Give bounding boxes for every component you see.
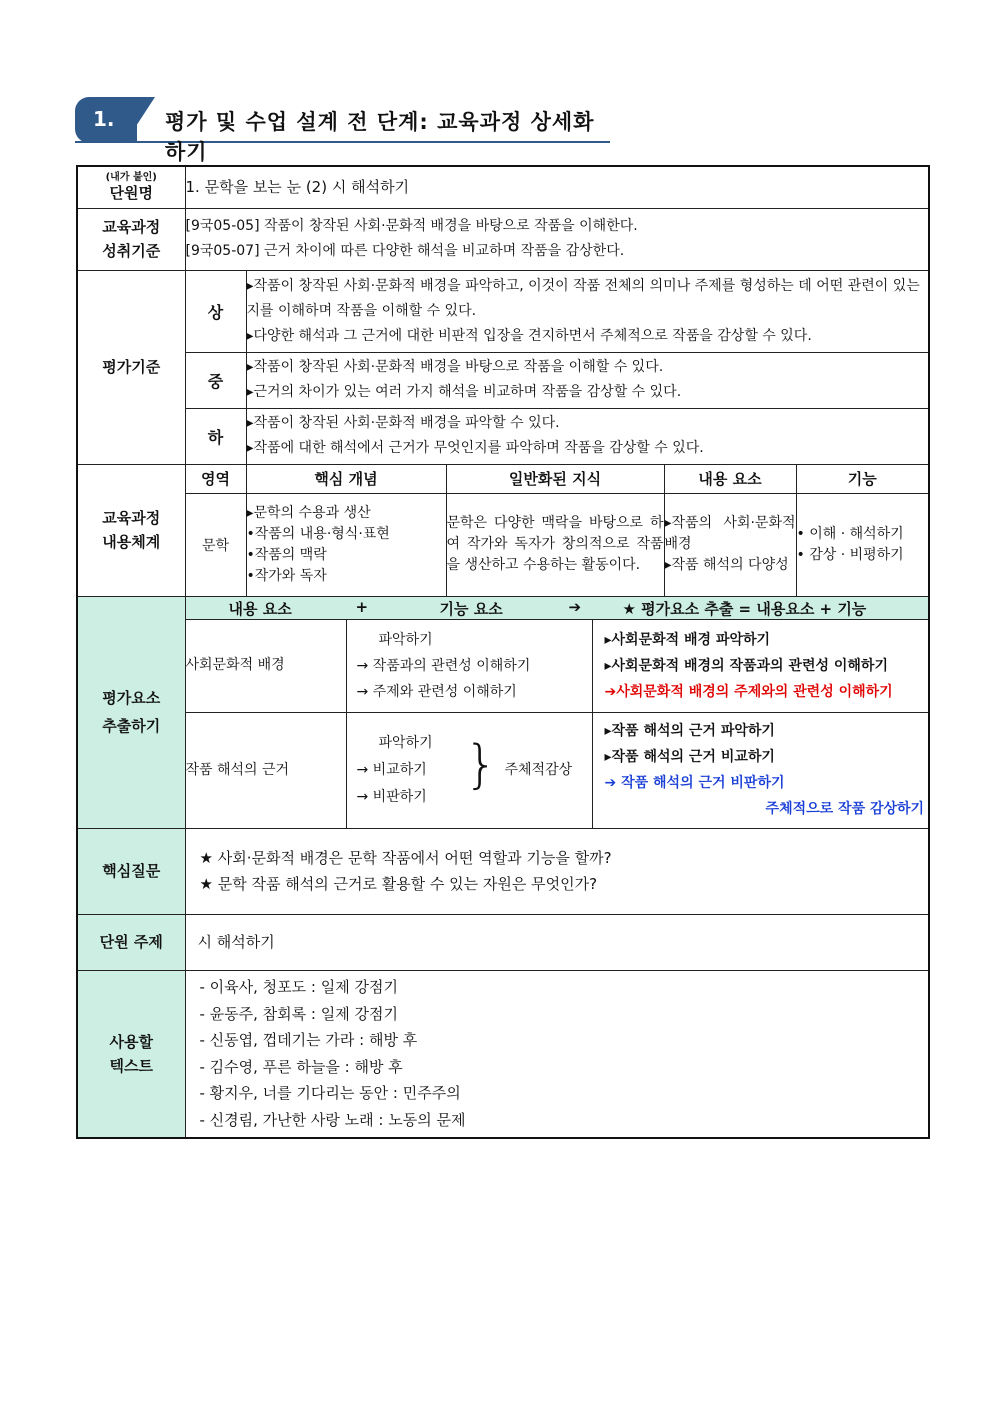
standard-item: [9국05-05] 작품이 창작된 사회·문화적 배경을 바탕으로 작품을 이해한다. (185, 218, 638, 234)
section-badge-slant (125, 97, 155, 143)
system-header-row (77, 464, 929, 493)
extract-results-1 (592, 619, 929, 712)
extract-result: ▸사회문화적 배경 파악하기 (604, 631, 771, 648)
standards-label-2: 성취기준 (102, 242, 161, 260)
extract-content-1: 사회문화적 배경 (185, 619, 346, 712)
standards-list (185, 208, 929, 270)
element-item: ▸작품의 사회·문화적 배경 (664, 515, 796, 552)
text-item: - 이육사, 청포도 : 일제 강점기 (199, 978, 398, 997)
criteria-low-list (246, 408, 929, 464)
criteria-item: ▸작품에 대한 해석에서 근거가 무엇인지를 파악하며 작품을 감상할 수 있다. (246, 440, 704, 456)
extract-result: ▸사회문화적 배경의 작품과의 관련성 이해하기 (604, 657, 888, 674)
criteria-item: ▸작품이 창작된 사회·문화적 배경을 파악하고, 이것이 작품 전체의 의미나 주제를 형성하는 데 어떤 관련이 있는지를 이해하며 작품을 이해할 수 있다. (246, 277, 920, 319)
questions-row (77, 828, 929, 914)
unit-value: 1. 문학을 보는 눈 (2) 시 해석하기 (185, 166, 929, 208)
extract-label-cell (77, 596, 185, 828)
criteria-mid-list (246, 352, 929, 408)
extract-brace: } (464, 735, 498, 795)
theme-value: 시 해석하기 (185, 914, 929, 970)
extract-header-arrow: ➔ (568, 597, 582, 616)
question-item: ★ 문학 작품 해석의 근거로 활용할 수 있는 자원은 무엇인가? (199, 875, 598, 893)
section-header (75, 97, 610, 164)
system-skills (796, 493, 929, 596)
extract-header-content: 내용 요소 (228, 599, 292, 618)
extract-result-blue: ➔ 작품 해석의 근거 비판하기 (604, 775, 785, 791)
system-concepts (246, 493, 446, 596)
system-label-2: 내용체계 (102, 533, 161, 551)
theme-label: 단원 주제 (77, 914, 185, 970)
texts-list (185, 970, 929, 1138)
texts-row (77, 970, 929, 1138)
extract-result: ▸작품 해석의 근거 비교하기 (604, 749, 775, 765)
standards-label-cell (77, 208, 185, 270)
extract-header-plus: + (355, 597, 369, 616)
texts-label-cell (77, 970, 185, 1138)
skill-item: • 이해 · 해석하기 (796, 525, 904, 542)
extract-row-2 (77, 712, 929, 828)
criteria-item: ▸작품이 창작된 사회·문화적 배경을 바탕으로 작품을 이해할 수 있다. (246, 359, 664, 375)
extract-header-skill: 기능 요소 (439, 599, 503, 618)
extract-skills-1 (346, 619, 592, 712)
extract-results-2 (592, 712, 929, 828)
criteria-level-low: 하 (185, 408, 246, 464)
extract-label-2: 추출하기 (102, 717, 161, 735)
extract-skills-2 (346, 712, 592, 828)
system-header-knowledge: 일반화된 지식 (446, 464, 664, 493)
question-item: ★ 사회·문화적 배경은 문학 작품에서 어떤 역할과 기능을 할까? (199, 849, 612, 867)
text-item: - 윤동주, 참회록 : 일제 강점기 (199, 1004, 398, 1023)
standard-item: [9국05-07] 근거 차이에 따른 다양한 해석을 비교하며 작품을 감상한다. (185, 243, 625, 259)
extract-result-red: ➔사회문화적 배경의 주제와의 관련성 이해하기 (604, 683, 893, 700)
criteria-level-mid: 중 (185, 352, 246, 408)
unit-row (77, 166, 929, 208)
extract-content-2: 작품 해석의 근거 (185, 712, 346, 828)
texts-label-2: 텍스트 (109, 1056, 153, 1075)
extract-label-1: 평가요소 (102, 689, 161, 707)
concept-item: •작가와 독자 (246, 567, 327, 584)
section-title: 평가 및 수업 설계 전 단계: 교육과정 상세화하기 (165, 110, 595, 164)
criteria-item: ▸다양한 해석과 그 근거에 대한 비판적 입장을 견지하면서 주체적으로 작품을 감상할 수 있다. (246, 327, 812, 344)
text-item: - 김수영, 푸른 하늘을 : 해방 후 (199, 1057, 403, 1076)
extract-header-row (77, 596, 929, 619)
system-label-1: 교육과정 (102, 509, 161, 527)
extract-skill: → 비교하기 (356, 762, 427, 778)
concept-item: ▸문학의 수용과 생산 (246, 504, 371, 521)
system-header-concept: 핵심 개념 (246, 464, 446, 493)
extract-header (185, 596, 929, 619)
extract-brace-label: 주체적감상 (504, 762, 573, 778)
unit-label-small: (내가 붙인) (105, 172, 157, 184)
extract-skill: → 비판하기 (356, 789, 427, 805)
system-body-row (77, 493, 929, 596)
curriculum-table (76, 165, 930, 1139)
concept-item: •작품의 내용·형식·표현 (246, 525, 390, 542)
criteria-high-list (246, 270, 929, 352)
standards-label-1: 교육과정 (102, 218, 161, 236)
extract-header-result: ★ 평가요소 추출 = 내용요소 + 기능 (622, 599, 867, 618)
texts-label-1: 사용할 (109, 1032, 153, 1051)
extract-skill: → 작품과의 관련성 이해하기 (356, 657, 531, 674)
system-elements (664, 493, 796, 596)
unit-label-cell (77, 166, 185, 208)
text-item: - 황지우, 너를 기다리는 동안 : 민주주의 (199, 1084, 461, 1103)
system-area: 문학 (185, 493, 246, 596)
system-header-elements: 내용 요소 (664, 464, 796, 493)
criteria-item: ▸작품이 창작된 사회·문화적 배경을 파악할 수 있다. (246, 415, 560, 431)
system-header-area: 영역 (185, 464, 246, 493)
questions-list (185, 828, 929, 914)
skill-item: • 감상 · 비평하기 (796, 546, 904, 563)
extract-result: ▸작품 해석의 근거 파악하기 (604, 723, 775, 739)
questions-label: 핵심질문 (77, 828, 185, 914)
extract-skill: 파악하기 (378, 735, 433, 751)
system-header-skills: 기능 (796, 464, 929, 493)
criteria-low-row (77, 408, 929, 464)
section-number: 1. (93, 107, 115, 131)
criteria-mid-row (77, 352, 929, 408)
criteria-high-row (77, 270, 929, 352)
element-item: ▸작품 해석의 다양성 (664, 557, 789, 573)
extract-skill: 파악하기 (378, 631, 433, 648)
extract-result-blue-2: 주체적으로 작품 감상하기 (765, 801, 925, 817)
theme-row (77, 914, 929, 970)
criteria-label: 평가기준 (77, 270, 185, 464)
criteria-item: ▸근거의 차이가 있는 여러 가지 해석을 비교하며 작품을 감상할 수 있다. (246, 384, 682, 400)
text-item: - 신경림, 가난한 사랑 노래 : 노동의 문제 (199, 1110, 466, 1129)
criteria-level-high: 상 (185, 270, 246, 352)
system-label-cell (77, 464, 185, 596)
concept-item: •작품의 맥락 (246, 546, 327, 563)
extract-row-1 (77, 619, 929, 712)
unit-label: 단원명 (109, 184, 153, 203)
text-item: - 신동엽, 껍데기는 가라 : 해방 후 (199, 1031, 418, 1050)
standards-row (77, 208, 929, 270)
system-knowledge: 문학은 다양한 맥락을 바탕으로 하여 작가와 독자가 창의적으로 작품을 생산하고 수용하는 활동이다. (446, 493, 664, 596)
extract-skill: → 주제와 관련성 이해하기 (356, 683, 517, 700)
